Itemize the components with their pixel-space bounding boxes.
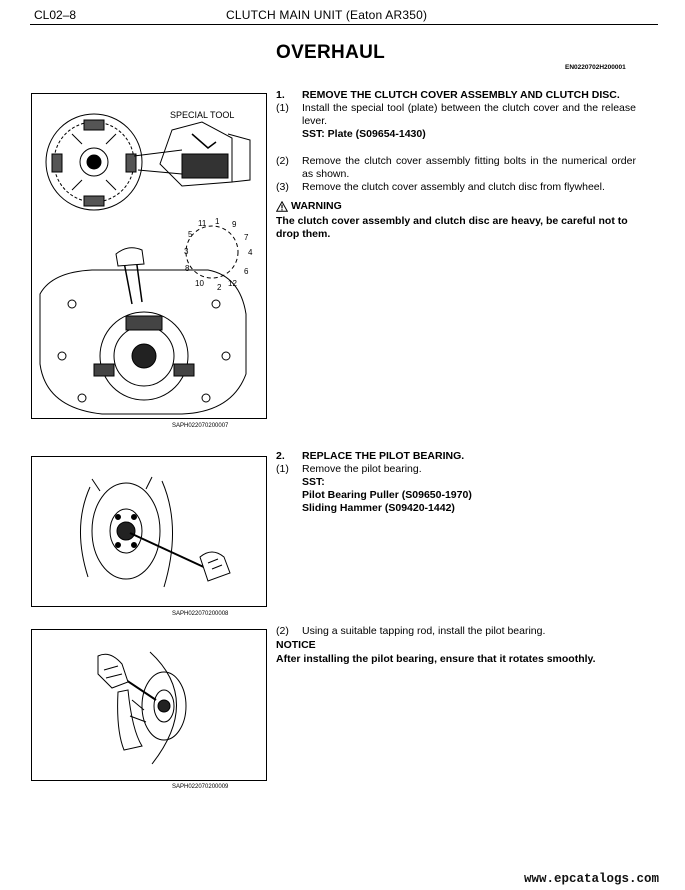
figure-1 [31,93,267,419]
step-2-sst-item: Sliding Hammer (S09420-1442) [302,502,455,514]
sub-step-number: (2) [276,625,289,637]
figure-3 [31,629,267,781]
bolt-order-label: 8 [185,264,190,273]
bolt-order-label: 7 [244,233,249,242]
figure-1-caption: SAPH022070200007 [172,423,229,429]
footer-url: www.epcatalogs.com [523,872,659,886]
step-2-number: 2. [276,450,285,462]
bolt-order-label: 9 [232,220,237,229]
step-1-heading: REMOVE THE CLUTCH COVER ASSEMBLY AND CLUTCH DISC. [302,89,620,101]
sub-step-text: Remove the pilot bearing. [302,463,422,475]
figure-2-caption: SAPH022070200008 [172,611,229,617]
pilot-bearing-install-illustration [32,630,266,780]
notice-text: After installing the pilot bearing, ensure that it rotates smoothly. [276,653,596,665]
sub-step-number: (1) [276,463,289,475]
clutch-cover-illustration [32,94,266,418]
bolt-order-label: 4 [248,248,253,257]
section-title: OVERHAUL [276,42,386,63]
sub-step-number: (3) [276,181,289,193]
warning-heading [276,200,342,213]
step-1-number: 1. [276,89,285,101]
bolt-order-label: 1 [215,217,220,226]
step-2-sub-2 [276,625,636,639]
step-2-heading-row [276,450,636,464]
sub-step-text: Install the special tool (plate) between the clutch cover and the release lever. [302,102,636,127]
document-code: EN0220702H200001 [565,64,626,71]
bolt-order-label: 5 [188,230,193,239]
step-2-sst-label: SST: [302,476,325,488]
bolt-order-label: 11 [198,219,207,228]
sub-step-text: Using a suitable tapping rod, install the pilot bearing. [302,625,546,637]
page-number: CL02–8 [34,8,77,22]
warning-label: WARNING [291,200,342,212]
pilot-bearing-puller-illustration [32,457,266,606]
bolt-order-label: 2 [217,283,222,292]
sub-step-text: Remove the clutch cover assembly and clutch disc from flywheel. [302,181,605,193]
step-1-sub-1 [276,102,636,130]
sub-step-text: Remove the clutch cover assembly fitting bolts in the numerical order as shown. [302,155,636,180]
header-rule [30,24,658,25]
step-1-sub-3 [276,181,636,195]
step-1-sst: SST: Plate (S09654-1430) [302,128,426,140]
sub-step-number: (2) [276,155,289,167]
warning-text: The clutch cover assembly and clutch disc are heavy, be careful not to drop them. [276,215,628,240]
bolt-order-label: 10 [195,279,204,288]
step-2-sst-item: Pilot Bearing Puller (S09650-1970) [302,489,472,501]
bolt-order-label: 6 [244,267,249,276]
figure-3-caption: SAPH022070200009 [172,784,229,790]
step-1-sub-2 [276,155,636,183]
step-1-heading-row [276,89,636,103]
step-2-sub-1 [276,463,636,477]
page-title: CLUTCH MAIN UNIT (Eaton AR350) [226,8,428,22]
figure-2 [31,456,267,607]
bolt-order-label: 12 [228,279,237,288]
bolt-order-label: 3 [184,247,189,256]
step-2-heading: REPLACE THE PILOT BEARING. [302,450,465,462]
warning-triangle-icon [276,201,288,212]
special-tool-label: SPECIAL TOOL [170,110,235,120]
notice-label: NOTICE [276,639,316,651]
sub-step-number: (1) [276,102,289,114]
